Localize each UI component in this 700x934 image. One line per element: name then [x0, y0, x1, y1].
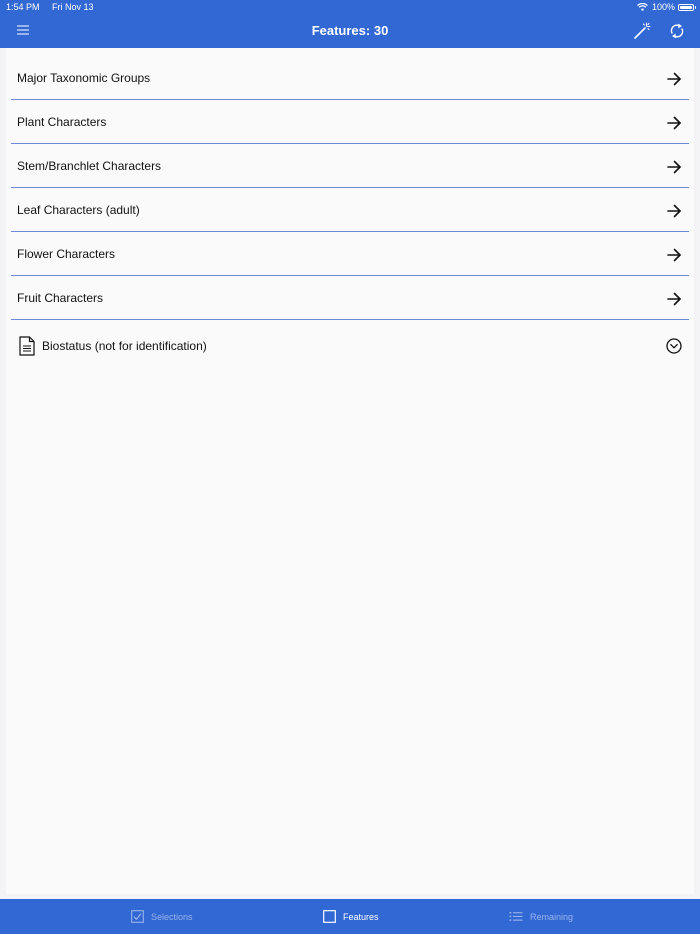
battery-icon	[678, 4, 694, 11]
arrow-right-icon	[666, 71, 682, 87]
arrow-right-icon	[666, 159, 682, 175]
feature-group-row[interactable]	[11, 145, 689, 188]
feature-group-label: Fruit Characters	[17, 291, 104, 305]
magic-wand-icon	[632, 21, 652, 41]
wifi-icon	[637, 3, 648, 11]
tab-label: Selections	[151, 911, 193, 922]
magic-wand-button[interactable]	[632, 21, 652, 41]
chevron-down-circle-icon	[666, 338, 682, 354]
arrow-right-icon	[666, 291, 682, 307]
feature-group-label: Plant Characters	[17, 115, 107, 129]
list-icon	[509, 911, 523, 922]
tab-label: Remaining	[530, 911, 574, 922]
checkbox-empty-icon	[323, 910, 336, 923]
feature-group-row[interactable]	[11, 101, 689, 144]
navigation-bar	[0, 14, 700, 48]
collapsed-group-row[interactable]	[11, 320, 689, 370]
tab-label: Features	[343, 911, 379, 922]
document-icon	[18, 336, 36, 356]
tab-selections[interactable]	[131, 899, 193, 934]
page-title: Features: 30	[311, 23, 389, 38]
feature-group-label: Leaf Characters (adult)	[17, 203, 140, 217]
feature-group-row[interactable]	[11, 57, 689, 100]
feature-group-label: Stem/Branchlet Characters	[17, 159, 162, 173]
feature-group-row[interactable]	[11, 233, 689, 276]
status-bar	[0, 0, 700, 14]
status-left	[6, 0, 104, 14]
status-date: Fri Nov 13	[52, 2, 94, 12]
feature-list	[6, 48, 694, 894]
feature-group-row[interactable]	[11, 277, 689, 320]
arrow-right-icon	[666, 247, 682, 263]
status-right	[637, 0, 694, 14]
tab-bar	[0, 899, 700, 934]
arrow-right-icon	[666, 203, 682, 219]
feature-group-label: Flower Characters	[17, 247, 116, 261]
refresh-icon	[667, 21, 687, 41]
status-time: 1:54 PM	[6, 2, 40, 12]
refresh-button[interactable]	[667, 21, 687, 41]
feature-group-row[interactable]	[11, 189, 689, 232]
tab-features[interactable]	[323, 899, 379, 934]
battery-percent: 100%	[651, 2, 675, 12]
collapsed-group-label: Biostatus (not for identification)	[42, 339, 207, 353]
app-header	[0, 0, 700, 48]
tab-remaining[interactable]	[509, 899, 573, 934]
checkbox-checked-icon	[131, 910, 144, 923]
arrow-right-icon	[666, 115, 682, 131]
feature-group-label: Major Taxonomic Groups	[17, 71, 151, 85]
